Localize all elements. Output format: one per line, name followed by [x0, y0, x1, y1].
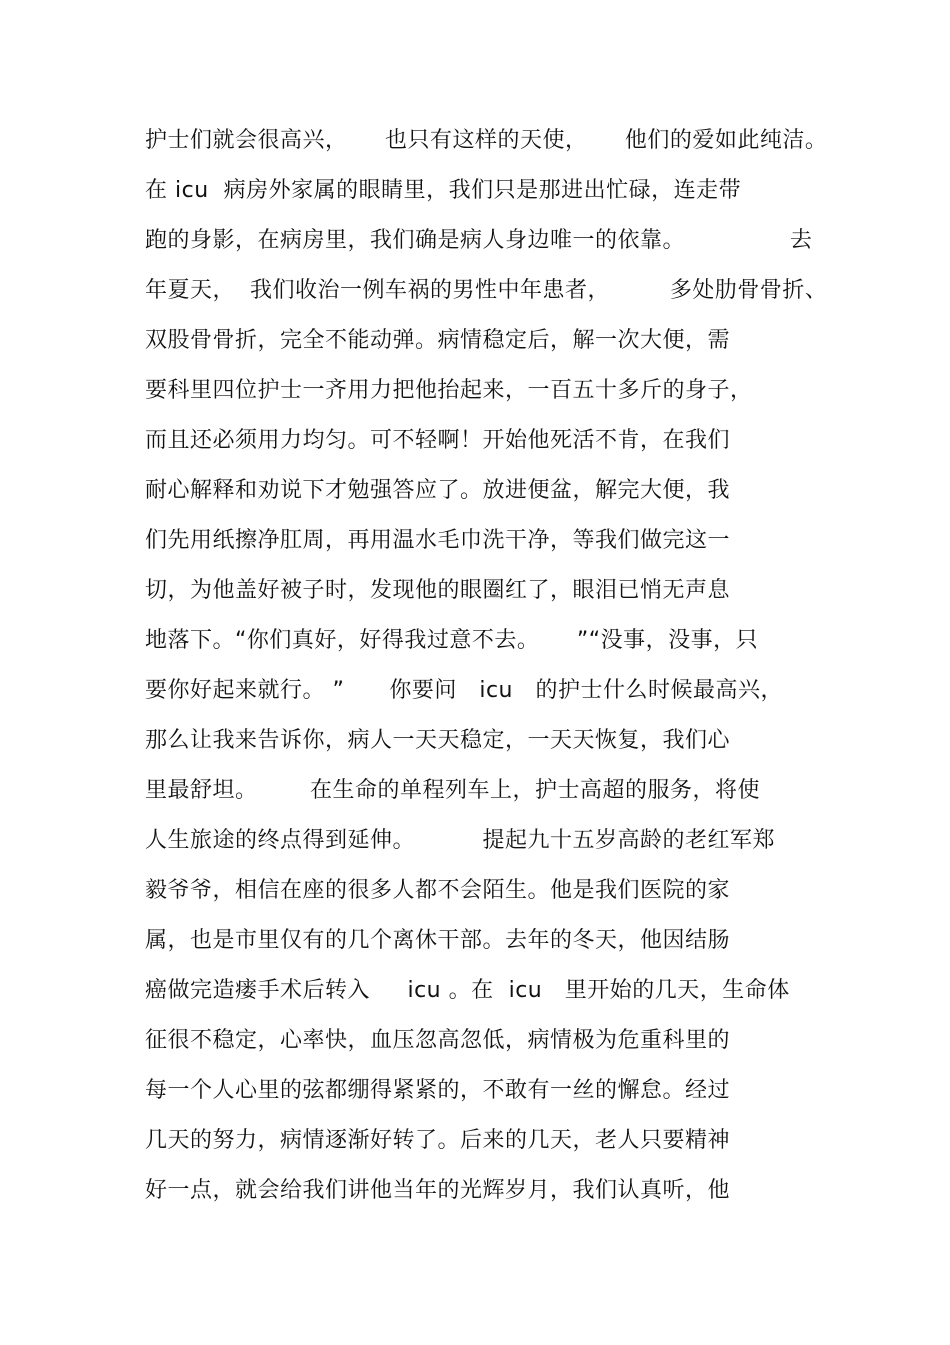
- text-line-4: 年夏天， 我们收治一例车祸的男性中年患者， 多处肋骨骨折、: [145, 278, 828, 303]
- text-line-20: 每一个人心里的弦都绷得紧紧的，不敢有一丝的懈怠。经过: [145, 1078, 731, 1103]
- text-line-11: 地落下。“你们真好，好得我过意不去。 ”“没事，没事，只: [145, 628, 759, 653]
- text-line-19: 征很不稳定，心率快，血压忽高忽低，病情极为危重科里的: [145, 1028, 731, 1053]
- text-line-16: 毅爷爷，相信在座的很多人都不会陌生。他是我们医院的家: [145, 878, 731, 903]
- text-line-22: 好一点，就会给我们讲他当年的光辉岁月，我们认真听，他: [145, 1178, 731, 1203]
- text-line-3: 跑的身影，在病房里，我们确是病人身边唯一的依靠。 去: [145, 228, 813, 253]
- text-line-10: 切，为他盖好被子时，发现他的眼圈红了，眼泪已悄无声息: [145, 578, 731, 603]
- text-line-7: 而且还必须用力均匀。可不轻啊！开始他死活不肯，在我们: [145, 428, 731, 453]
- text-line-6: 要科里四位护士一齐用力把他抬起来，一百五十多斤的身子，: [145, 378, 753, 403]
- text-line-13: 那么让我来告诉你，病人一天天稳定，一天天恢复，我们心: [145, 728, 731, 753]
- text-line-18: 癌做完造瘘手术后转入 icu 。在 icu 里开始的几天，生命体: [145, 978, 790, 1003]
- text-line-14: 里最舒坦。 在生命的单程列车上，护士高超的服务，将使: [145, 778, 760, 803]
- text-line-1: 护士们就会很高兴， 也只有这样的天使， 他们的爱如此纯洁。: [145, 128, 828, 153]
- text-line-8: 耐心解释和劝说下才勉强答应了。放进便盆，解完大便，我: [145, 478, 731, 503]
- text-line-12: 要你好起来就行。 ” 你要问 icu 的护士什么时候最高兴，: [145, 678, 783, 703]
- text-line-2: 在 icu 病房外家属的眼睛里，我们只是那进出忙碌，连走带: [145, 178, 742, 203]
- text-line-15: 人生旅途的终点得到延伸。 提起九十五岁高龄的老红军郑: [145, 828, 775, 853]
- text-line-17: 属，也是市里仅有的几个离休干部。去年的冬天，他因结肠: [145, 928, 731, 953]
- text-line-5: 双股骨骨折，完全不能动弹。病情稳定后，解一次大便，需: [145, 328, 731, 353]
- text-line-9: 们先用纸擦净肛周，再用温水毛巾洗干净，等我们做完这一: [145, 528, 731, 553]
- text-line-21: 几天的努力，病情逐渐好转了。后来的几天，老人只要精神: [145, 1128, 731, 1153]
